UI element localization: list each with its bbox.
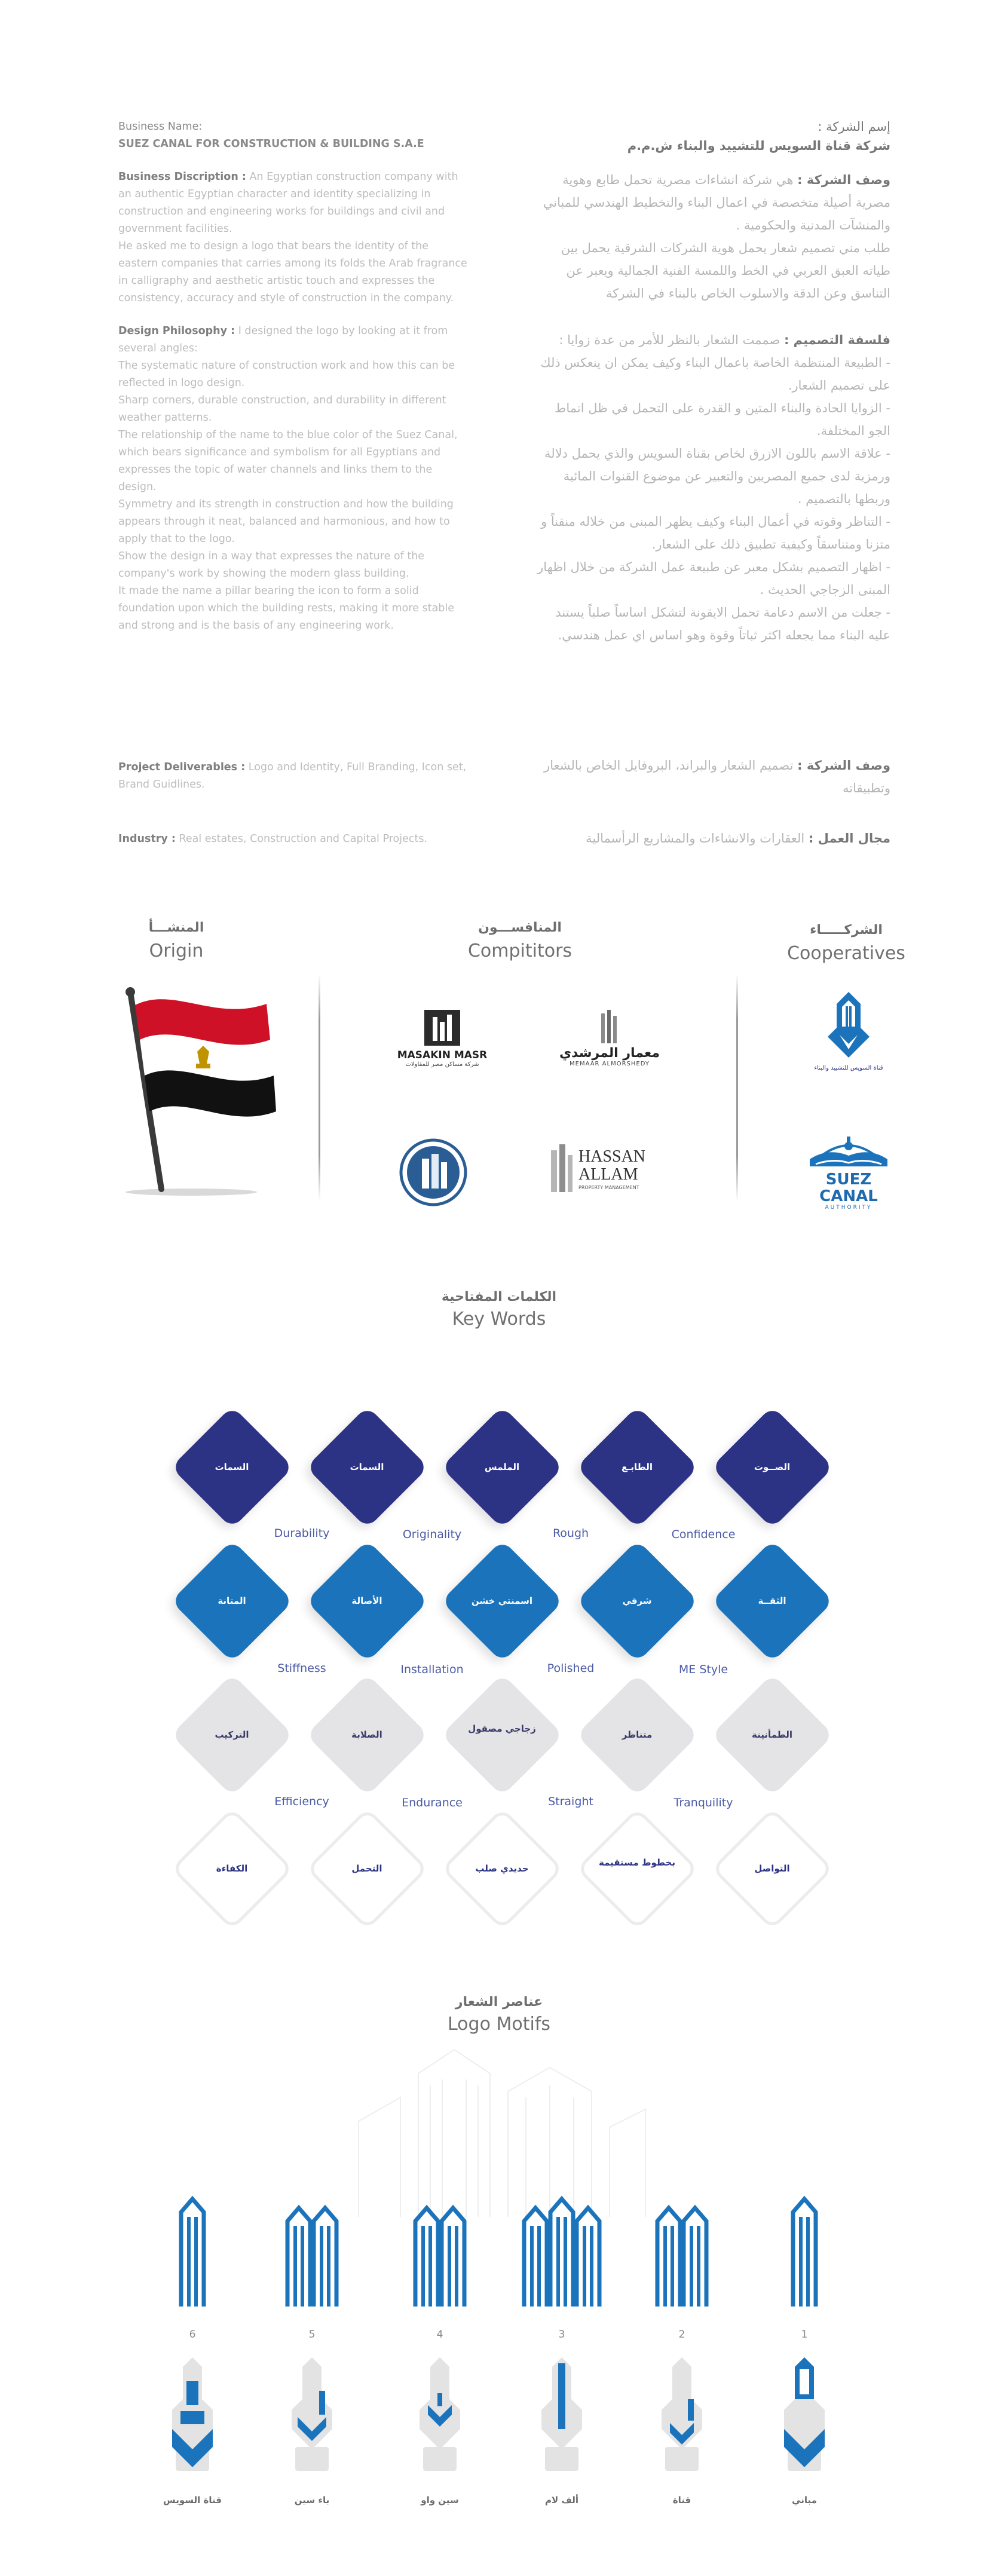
description-text: An Egyptian construction company with an authentic Egyptian character and identity specializing in construction and engineering works for buildings and civil and government facilities. [118, 171, 458, 235]
motif-number: 3 [558, 2329, 565, 2341]
philosophy-point: Show the design in a way that expresses the nature of the company's work by showing the modern glass building. [118, 550, 425, 580]
keyword-en-label: Rough [552, 1527, 589, 1540]
keyword-en-label: Polished [547, 1662, 595, 1675]
competitor-logo-round-icon [399, 1138, 468, 1207]
ar-philosophy-point: - اظهار التصميم بشكل معبر عن طبيعة عمل الشركة من خلال اظهار المبنى الزجاجي الحديث . [537, 560, 890, 597]
industry-ar [532, 827, 890, 850]
ar-description-text: هي شركة انشاءات مصرية تحمل طابع وهوية مصرية أصيلة متخصصة في اعمال البناء والتخطيط الهندسي للمباني والمنشآت المدنية والحكومية . [543, 173, 890, 232]
competitors-title-en: Compititors [467, 941, 573, 961]
motif-calligraphy-icon [410, 2357, 470, 2477]
motif-name: قناة [672, 2495, 691, 2505]
keyword-ar-label: اسمنتي خشن [471, 1595, 533, 1606]
keyword-en-label: Straight [548, 1795, 593, 1808]
ar-deliverables-label: وصف الشركة : [797, 758, 890, 773]
origin-title-en: Origin [149, 941, 204, 961]
motif-number: 4 [436, 2329, 443, 2341]
keyword-en-label: Tranquility [674, 1796, 733, 1809]
keyword-en-label: Originality [402, 1528, 462, 1541]
ar-philosophy-intro: صممت الشعار بالنظر للأمر من عدة زوايا : [559, 333, 780, 347]
keyword-ar-label: الطمأنينة [751, 1729, 793, 1740]
motif-name: ألف لام [544, 2495, 579, 2505]
keyword-en-label: Efficiency [274, 1795, 329, 1808]
motif-name: قناة السويس [163, 2495, 222, 2505]
intro-ar-column [532, 117, 890, 647]
philosophy-point: Symmetry and its strength in construction and how the building appears through it neat, balanced and harmonious, and how to apply that to the logo. [118, 498, 454, 545]
masakin-name: MASAKIN MASR [397, 1049, 488, 1061]
divider-line [736, 974, 738, 1201]
keyword-en-label: Endurance [402, 1796, 463, 1809]
keyword-ar-label: التحمل [351, 1863, 382, 1874]
keyword-ar-label: التواصل [754, 1863, 790, 1874]
suez-canal-text: SUEZ CANAL [819, 1171, 878, 1205]
motifs-title-en: Logo Motifs [447, 2014, 550, 2035]
motif-calligraphy-icon [774, 2357, 834, 2477]
keyword-ar-label: بخطوط مستقيمة [598, 1857, 675, 1868]
motifs-title-ar: عناصر الشعار [455, 1995, 543, 2010]
keyword-ar-label: حديدي صلب [475, 1863, 529, 1874]
motif-tower-icon [412, 2187, 467, 2307]
motif-name: باء سين [294, 2495, 330, 2505]
keyword-ar-label: السمات [350, 1462, 384, 1472]
keyword-ar-label: السمات [215, 1462, 249, 1472]
ar-philosophy-point: - علاقة الاسم باللون الازرق لخاص بقناة السويس والذي يحمل دلالة ورمزية لدى جميع المصريين والتعبير عن موضوع القنوات المائية وربطها بالتصميم . [544, 446, 890, 506]
ar-philosophy-point: - الطبيعة المنتظمة الخاصة باعمال البناء وكيف يمكن ان ينعكس ذلك على تصميم الشعار. [540, 356, 890, 393]
deliverables-en [118, 759, 471, 794]
intro-en-column [118, 118, 471, 635]
ar-description-label: وصف الشركة : [797, 173, 890, 187]
business-name-value: SUEZ CANAL FOR CONSTRUCTION & BUILDING S.A.E [118, 138, 424, 150]
hassan-sub: PROPERTY MANAGEMENT [578, 1185, 639, 1190]
business-name-label: Business Name: [118, 121, 203, 133]
ar-deliverables-text: تصميم الشعار والبراند، البروفايل الخاص بالشعار وتطبيقاته [544, 758, 890, 795]
keyword-ar-label: الطابـع [621, 1462, 653, 1472]
company-name-value: شركة قناة السويس للتشييد والبناء ش.م.م [627, 139, 890, 153]
keyword-ar-label: زجاجي مصقول [468, 1723, 536, 1734]
keyword-en-label: Confidence [671, 1528, 736, 1541]
keyword-en-label: Stiffness [277, 1662, 326, 1675]
competitor-logo-memaar [556, 1010, 663, 1067]
description-text-2: He asked me to design a logo that bears the identity of the eastern companies that carries among its folds the Arab fragrance in calligraphy and aesthetic artistic touch and expresses the consistency, accuracy and style of construction in the company. [118, 240, 467, 304]
ar-philosophy-point: - التناظر وقوته في أعمال البناء وكيف يظهر المبنى من خلاله منقناً و متزنا ومتناسقاً وكيفية تطبيق ذلك على الشعار. [541, 514, 890, 552]
cooperative-logo-suez-canal-authority [795, 1135, 902, 1211]
motif-tower-icon [178, 2187, 207, 2307]
motif-tower-icon [284, 2187, 339, 2307]
divider-line [319, 974, 320, 1201]
philosophy-label: Design Philosophy : [118, 325, 235, 337]
motif-tower-icon [521, 2187, 602, 2307]
keyword-ar-label: الثقــة [758, 1595, 786, 1606]
description-label: Business Discription : [118, 171, 246, 183]
keyword-ar-label: شرقي [622, 1595, 652, 1606]
keyword-ar-label: الصــوت [754, 1462, 791, 1472]
deliverables-label: Project Deliverables : [118, 761, 246, 773]
keyword-diamond [441, 1674, 564, 1796]
keyword-ar-label: المتانة [218, 1595, 246, 1606]
keyword-ar-label: التركيب [215, 1729, 249, 1740]
philosophy-point: It made the name a pillar bearing the icon to form a solid foundation upon which the building rests, making it more stable and strong and is the basis of any engineering work. [118, 585, 454, 632]
motif-number: 5 [308, 2329, 316, 2341]
company-name-label: إسم الشركة : [818, 120, 890, 134]
suez-canal-sub: AUTHORITY [825, 1205, 873, 1211]
cooperatives-title-en: Cooperatives [787, 943, 905, 964]
motif-number: 1 [801, 2329, 808, 2341]
keyword-en-label: ME Style [678, 1663, 728, 1676]
deliverables-text: Logo and Identity, Full Branding, Icon set, Brand Guidlines. [118, 761, 467, 791]
keyword-en-label: Installation [400, 1663, 464, 1676]
philosophy-point: The systematic nature of construction work and how this can be reflected in logo design. [118, 360, 455, 389]
keyword-ar-label: الأصالة [351, 1595, 382, 1606]
deliverables-ar [532, 754, 890, 800]
keyword-ar-label: الكفاءة [216, 1863, 248, 1874]
keywords-title-en: Key Words [452, 1309, 546, 1330]
masakin-sub: شركة مساكن مصر للمقاولات [405, 1061, 479, 1068]
ar-industry-label: مجال العمل : [808, 831, 890, 846]
philosophy-point: The relationship of the name to the blue color of the Suez Canal, which bears significance and symbolism for all Egyptians and expresses the topic of water channels and links them to the design. [118, 429, 458, 493]
keyword-diamond [576, 1808, 699, 1930]
keyword-en-label: Durability [274, 1527, 330, 1540]
allam-name: ALLAM [578, 1165, 638, 1184]
industry-label: Industry : [118, 833, 176, 845]
egypt-flag-icon [120, 980, 287, 1207]
cooperative-logo-suez-canal-construction [804, 992, 893, 1071]
competitor-logo-masakin [394, 1010, 490, 1068]
origin-title-ar: المنشـــأ [148, 920, 204, 935]
motif-number: 2 [678, 2329, 685, 2341]
motif-name: مباني [792, 2495, 817, 2505]
motif-tower-icon [654, 2187, 709, 2307]
keyword-ar-label: الصلابة [351, 1729, 382, 1740]
keyword-ar-label: الملمس [484, 1462, 520, 1472]
motif-calligraphy-icon [652, 2357, 712, 2477]
motif-tower-icon [790, 2187, 819, 2307]
ar-philosophy-point: - الزوايا الحادة والبناء المتين و القدرة على التحمل في ظل انماط الجو المختلفة. [554, 401, 890, 438]
ar-philosophy-point: - جعلت من الاسم دعامة تحمل الايقونة لتشكل اساساً صلباً يستند عليه البناء مما يجعله اكثر ثباتاً وقوة وهو اساس اي عمل هندسي. [555, 605, 890, 642]
keywords-title-ar: الكلمات المفتاحية [441, 1289, 557, 1304]
motif-calligraphy-icon [282, 2357, 342, 2477]
building-sketch-background [335, 2050, 669, 2217]
keyword-ar-label: متناظر [622, 1729, 653, 1740]
motif-calligraphy-icon [532, 2357, 592, 2477]
cooperatives-title-ar: الشركـــــاء [810, 923, 883, 938]
industry-en [118, 831, 471, 848]
ar-industry-text: العقارات والانشاءات والمشاريع الرأسمالية [586, 831, 805, 846]
ar-description-text-2: طلب مني تصميم شعار يحمل هوية الشركات الشرقية يحمل بين طياته العبق العربي في الخط واللمسة الفنية الجمالية ويعبر عن التناسق وعن الدقة والاسلوب الخاص بالبناء في الشركة [561, 241, 890, 301]
philosophy-point: Sharp corners, durable construction, and durability in different weather patterns. [118, 394, 446, 424]
memaar-sub: MEMAAR ALMORSHEDY [570, 1061, 650, 1067]
motif-calligraphy-icon [163, 2357, 222, 2477]
competitors-title-ar: المنافســـون [478, 920, 562, 935]
ar-philosophy-label: فلسفة التصميم : [783, 333, 890, 347]
industry-text: Real estates, Construction and Capital Projects. [179, 833, 428, 845]
motif-name: سين واو [421, 2495, 459, 2505]
memaar-name: معمار المرشدي [559, 1046, 660, 1061]
philosophy-intro: I designed the logo by looking at it from several angles: [118, 325, 448, 354]
coop-name-ar: قناة السويس للتشييد والبناء [814, 1065, 883, 1071]
motif-number: 6 [189, 2329, 196, 2341]
hassan-name: HASSAN [578, 1147, 646, 1166]
